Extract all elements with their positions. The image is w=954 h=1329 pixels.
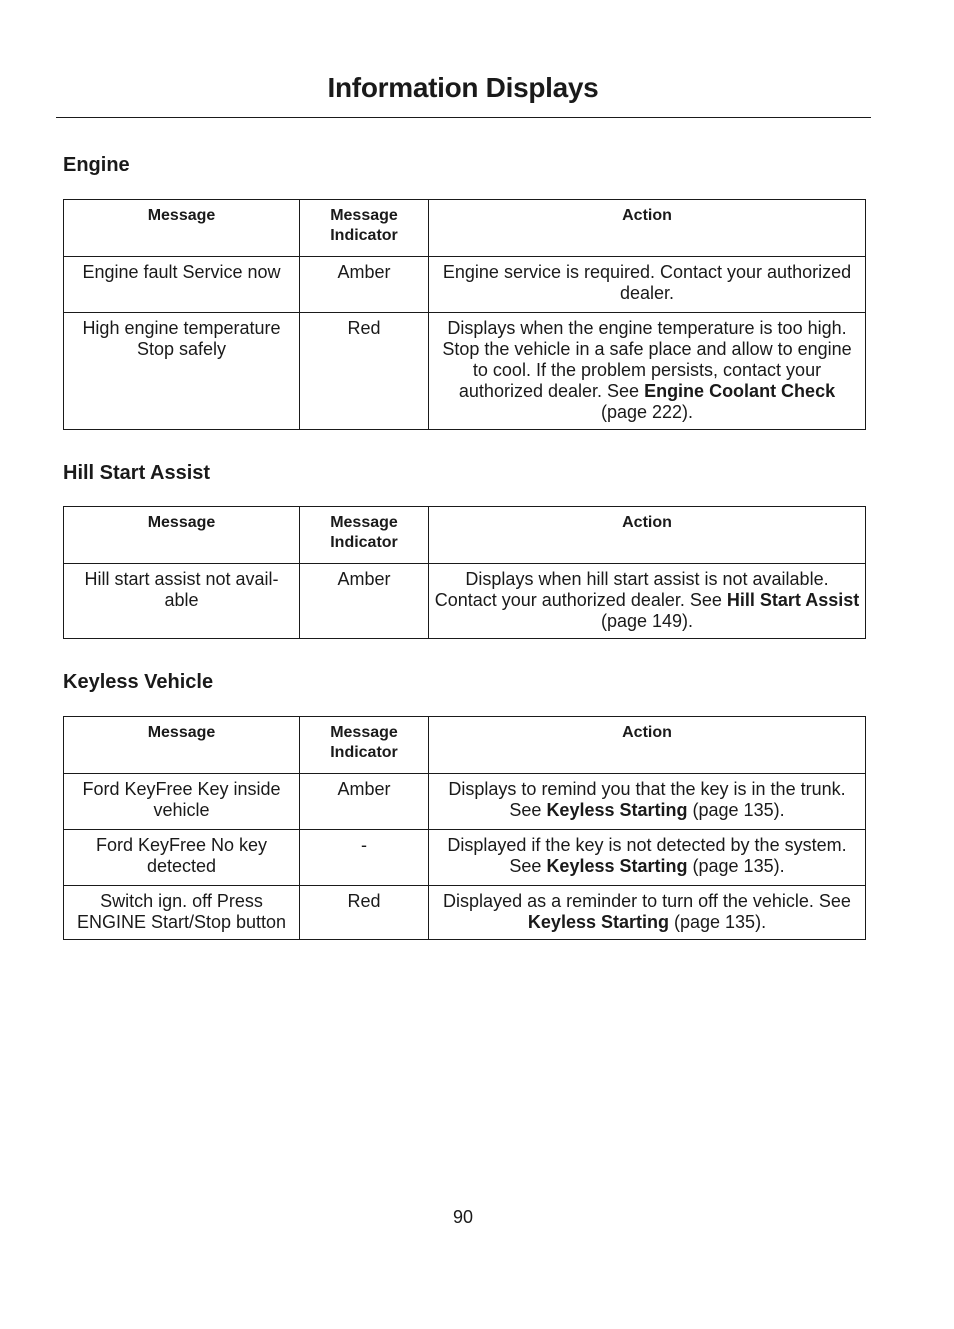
indicator-cell: Amber — [300, 564, 429, 639]
cross-reference-link[interactable]: Keyless Starting — [546, 800, 688, 820]
column-header-action: Action — [429, 507, 866, 564]
indicator-cell: Red — [300, 886, 429, 940]
cross-reference-link[interactable]: Keyless Starting — [527, 912, 669, 932]
table-row — [64, 886, 866, 940]
column-header-message: Message — [64, 200, 300, 257]
indicator-cell: Red — [300, 313, 429, 430]
table-header-row — [64, 507, 866, 564]
message-cell: High engine temperature Stop safely — [64, 313, 300, 430]
indicator-cell: Amber — [300, 774, 429, 830]
section-heading-keyless-vehicle: Keyless Vehicle — [63, 671, 214, 693]
section-heading-engine: Engine — [63, 154, 130, 176]
action-cell: Displays when the engine temperature is too high. Stop the vehicle in a safe place and allow to engine to cool. If the problem persists, contact your authorized dealer. See Engine Coolant Check (page 222). — [429, 313, 866, 430]
action-cell: Displays when hill start assist is not available. Contact your authorized dealer. See Hill Start Assist (page 149). — [429, 564, 866, 639]
message-cell: Ford KeyFree No key detected — [64, 830, 300, 886]
message-cell: Engine fault Service now — [64, 257, 300, 313]
keyless-vehicle-table — [63, 716, 866, 940]
column-header-action: Action — [429, 717, 866, 774]
message-cell: Switch ign. off Press ENGINE Start/Stop button — [64, 886, 300, 940]
message-cell: Ford KeyFree Key inside vehicle — [64, 774, 300, 830]
action-cell: Displayed if the key is not detected by the system. See Keyless Starting (page 135). — [429, 830, 866, 886]
column-header-indicator: Message Indicator — [300, 717, 429, 774]
section-heading-hill-start-assist: Hill Start Assist — [63, 462, 211, 484]
action-cell: Displays to remind you that the key is in the trunk. See Keyless Starting (page 135). — [429, 774, 866, 830]
table-row — [64, 774, 866, 830]
page-number: 90 — [452, 1207, 474, 1227]
column-header-indicator: Message Indicator — [300, 200, 429, 257]
title-divider — [56, 117, 871, 118]
message-cell: Hill start assist not avail-able — [64, 564, 300, 639]
column-header-indicator: Message Indicator — [300, 507, 429, 564]
column-header-message: Message — [64, 507, 300, 564]
table-header-row — [64, 717, 866, 774]
table-row — [64, 830, 866, 886]
cross-reference-link[interactable]: Engine Coolant Check — [644, 381, 836, 401]
page-title: Information Displays — [327, 72, 599, 103]
indicator-cell: Amber — [300, 257, 429, 313]
engine-table — [63, 199, 866, 430]
column-header-message: Message — [64, 717, 300, 774]
table-header-row — [64, 200, 866, 257]
action-cell: Engine service is required. Contact your authorized dealer. — [429, 257, 866, 313]
cross-reference-link[interactable]: Keyless Starting — [546, 856, 688, 876]
column-header-action: Action — [429, 200, 866, 257]
action-cell: Displayed as a reminder to turn off the vehicle. See Keyless Starting (page 135). — [429, 886, 866, 940]
cross-reference-link[interactable]: Hill Start Assist — [726, 590, 860, 610]
table-row — [64, 257, 866, 313]
table-row — [64, 313, 866, 430]
indicator-cell: - — [300, 830, 429, 886]
hill-start-assist-table — [63, 506, 866, 639]
table-row — [64, 564, 866, 639]
